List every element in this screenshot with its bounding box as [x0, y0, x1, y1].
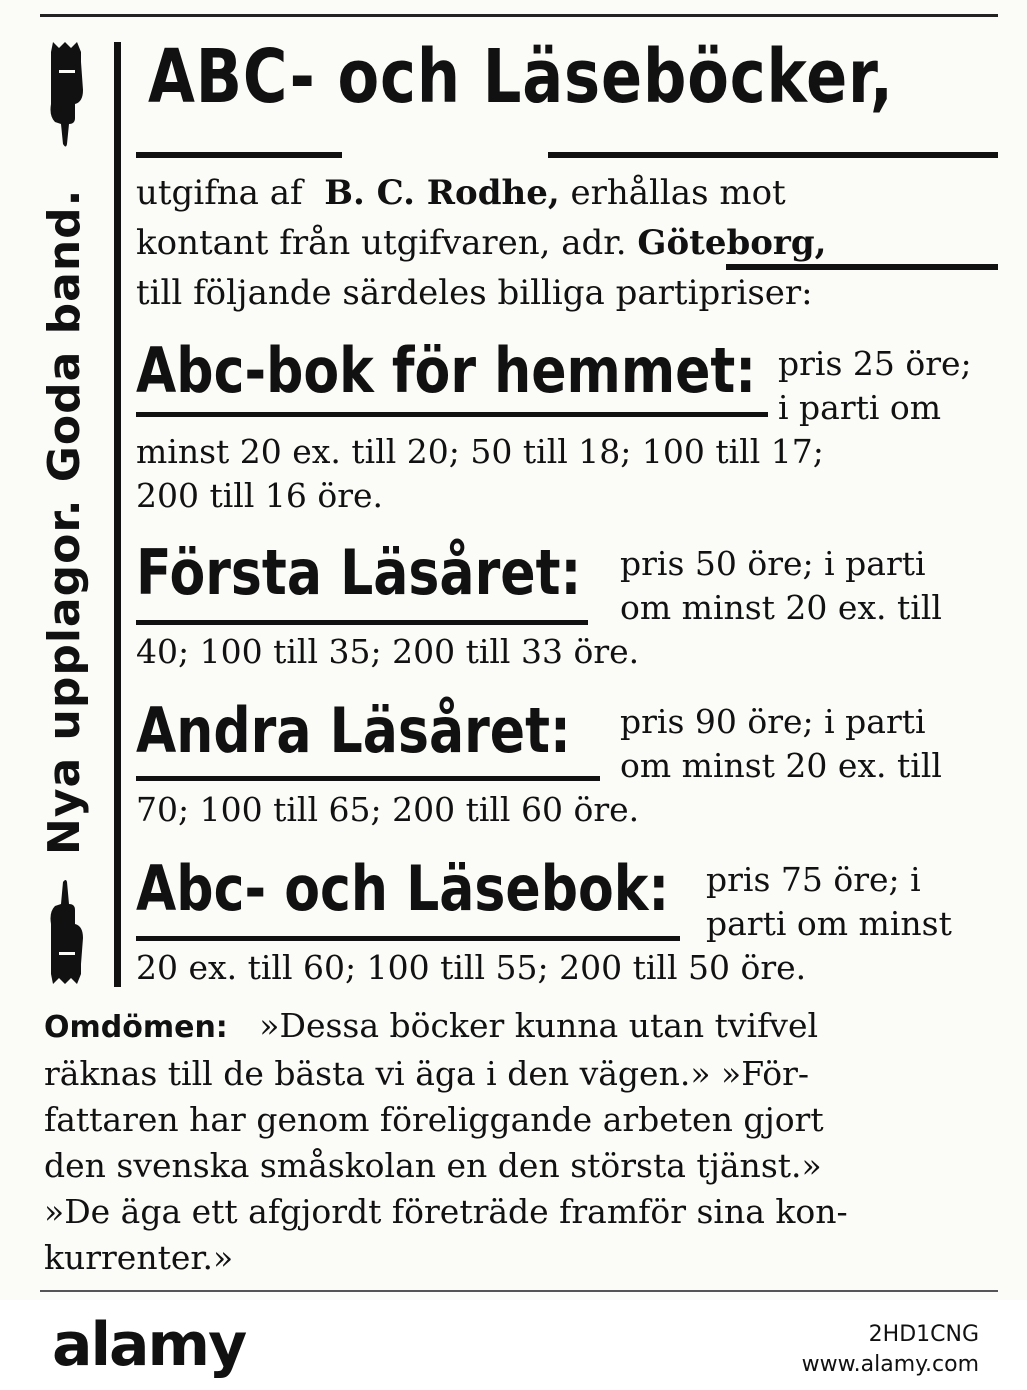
site-url: www.alamy.com [801, 1352, 979, 1377]
intro-line-1 [136, 168, 998, 218]
review-line: »De äga ett afgjordt företräde framför sina kon- [44, 1192, 848, 1231]
book-heading-underline [136, 620, 588, 625]
alamy-logo: alamy [52, 1310, 246, 1380]
intro-line-2 [136, 218, 998, 268]
book-heading: Abc- och Läsebok: [136, 852, 670, 925]
publisher-name: B. C. Rodhe, [324, 173, 560, 213]
review-line [44, 1003, 998, 1051]
book-heading: Abc-bok för hemmet: [136, 334, 757, 407]
review-line: räknas till de bästa vi äga i den vägen.» »För- [44, 1054, 810, 1093]
reviews-label: Omdömen: [44, 1010, 228, 1045]
book-price-line: om minst 20 ex. till [620, 746, 942, 785]
review-line: fattaren har genom föreliggande arbeten gjort [44, 1100, 824, 1139]
intro-text: utgifna af [136, 173, 303, 213]
image-id: 2HD1CNG [868, 1322, 979, 1347]
intro-text: erhållas mot [570, 173, 786, 213]
review-line: kurrenter.» [44, 1238, 234, 1277]
book-price-line: parti om minst [706, 904, 952, 943]
side-slogan: Nya upplagor. Goda band. [39, 188, 90, 855]
book-price-line: i parti om [778, 388, 942, 427]
book-heading: Andra Läsåret: [136, 694, 571, 767]
top-rule [40, 14, 998, 17]
intro-text: kontant från utgifvaren, adr. [136, 223, 627, 263]
bottom-rule [40, 1290, 998, 1292]
book-price-line: pris 90 öre; i parti [620, 702, 926, 741]
title-underline-left [136, 152, 342, 158]
ad-title: ABC- och Läseböcker, [148, 34, 894, 120]
book-heading-underline [136, 936, 680, 941]
book-price-line: 40; 100 till 35; 200 till 33 öre. [136, 632, 640, 671]
book-price-line: pris 75 öre; i [706, 860, 921, 899]
review-line: den svenska småskolan en den största tjänst.» [44, 1146, 822, 1185]
book-price-line: minst 20 ex. till 20; 50 till 18; 100 till 17; [136, 432, 824, 471]
review-text: »Dessa böcker kunna utan tvifvel [259, 1006, 819, 1045]
book-price-line: pris 25 öre; [778, 344, 972, 383]
pointing-hand-down-icon [45, 878, 87, 986]
city-name: Göteborg, [637, 223, 827, 263]
book-heading-underline [136, 412, 768, 417]
book-price-line: 20 ex. till 60; 100 till 55; 200 till 50 öre. [136, 948, 807, 987]
pointing-hand-up-icon [45, 40, 87, 150]
book-price-line: om minst 20 ex. till [620, 588, 942, 627]
book-heading: Första Läsåret: [136, 536, 582, 609]
title-underline-right [548, 152, 998, 158]
intro-line-3: till följande särdeles billiga partipriser: [136, 273, 813, 313]
vertical-rule [114, 42, 121, 987]
intro-paragraph [136, 168, 998, 318]
book-price-line: 70; 100 till 65; 200 till 60 öre. [136, 790, 640, 829]
book-price-line: pris 50 öre; i parti [620, 544, 926, 583]
reviews-paragraph [44, 1003, 998, 1281]
watermark-footer [0, 1300, 1027, 1390]
city-underline [726, 264, 998, 270]
book-price-line: 200 till 16 öre. [136, 476, 384, 515]
book-heading-underline [136, 776, 600, 781]
